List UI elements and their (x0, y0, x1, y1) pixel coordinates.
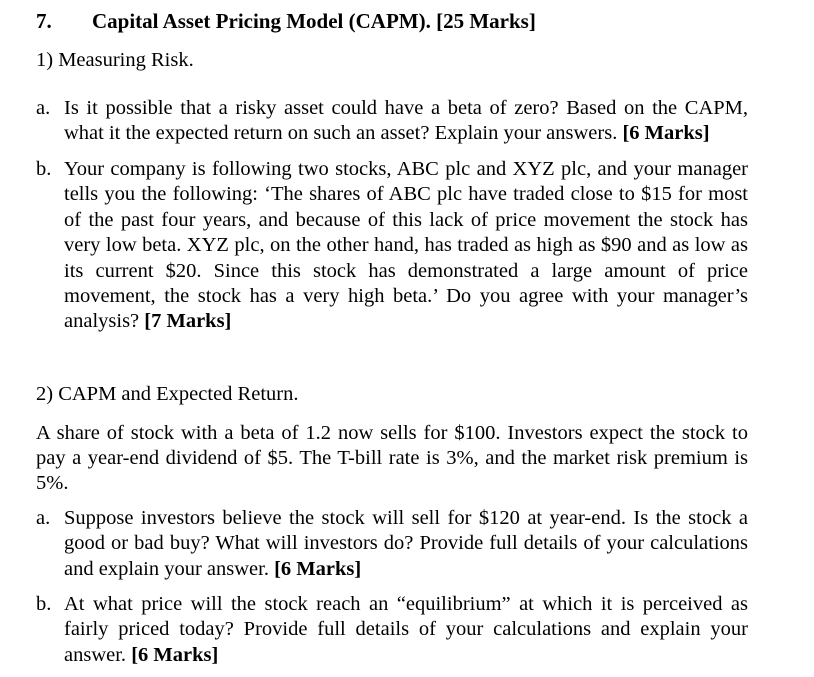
item-label: b. (36, 158, 52, 180)
item-label: a. (36, 507, 51, 529)
section2-intro: A share of stock with a beta of 1.2 now sells for $100. Investors expect the stock to pay a year-end dividend of $5. The T-bill rate is 3%, and the market risk premium is 5%. (36, 422, 748, 494)
item-text: Suppose investors believe the stock will sell for $120 at year-end. Is the stock a good or bad buy? What will investors do? Provide full details of your calculations and explain your answer. (64, 507, 748, 580)
item-marks: [7 Marks] (144, 310, 232, 333)
section2-item-a (36, 506, 748, 582)
section1-item-b (36, 157, 748, 335)
section2-item-b (36, 592, 748, 668)
item-marks: [6 Marks] (131, 643, 219, 666)
item-body (64, 157, 748, 335)
item-text: Is it possible that a risky asset could have a beta of zero? Based on the CAPM, what it the expected return on such an asset? Explain your answers. (64, 97, 748, 145)
item-body (64, 506, 748, 582)
item-body (64, 592, 748, 668)
question-number: 7. (36, 9, 52, 33)
question-heading (36, 6, 536, 36)
item-text: Your company is following two stocks, ABC plc and XYZ plc, and your manager tells you the following: ‘The shares of ABC plc have traded close to $15 for most of the past four years, and because of this lack of price movement the stock has very low beta. XYZ plc, on the other hand, has traded as high as $90 and as low as its current $20. Since this stock has demonstrated a large amount of price movement, the stock has a very high beta.’ Do you agree with your manager’s analysis? (64, 158, 748, 333)
question-title: Capital Asset Pricing Model (CAPM). [25 Marks] (92, 9, 536, 33)
item-text: At what price will the stock reach an “equilibrium” at which it is perceived as fairly priced today? Provide full details of your calculations and explain your answer. (64, 593, 748, 666)
section1-heading: 1) Measuring Risk. (36, 49, 194, 71)
item-marks: [6 Marks] (622, 122, 710, 145)
item-marks: [6 Marks] (274, 557, 362, 580)
item-body (64, 96, 748, 147)
item-label: a. (36, 97, 51, 119)
item-label: b. (36, 593, 52, 615)
section2-heading: 2) CAPM and Expected Return. (36, 383, 299, 405)
section1-item-a (36, 96, 748, 147)
